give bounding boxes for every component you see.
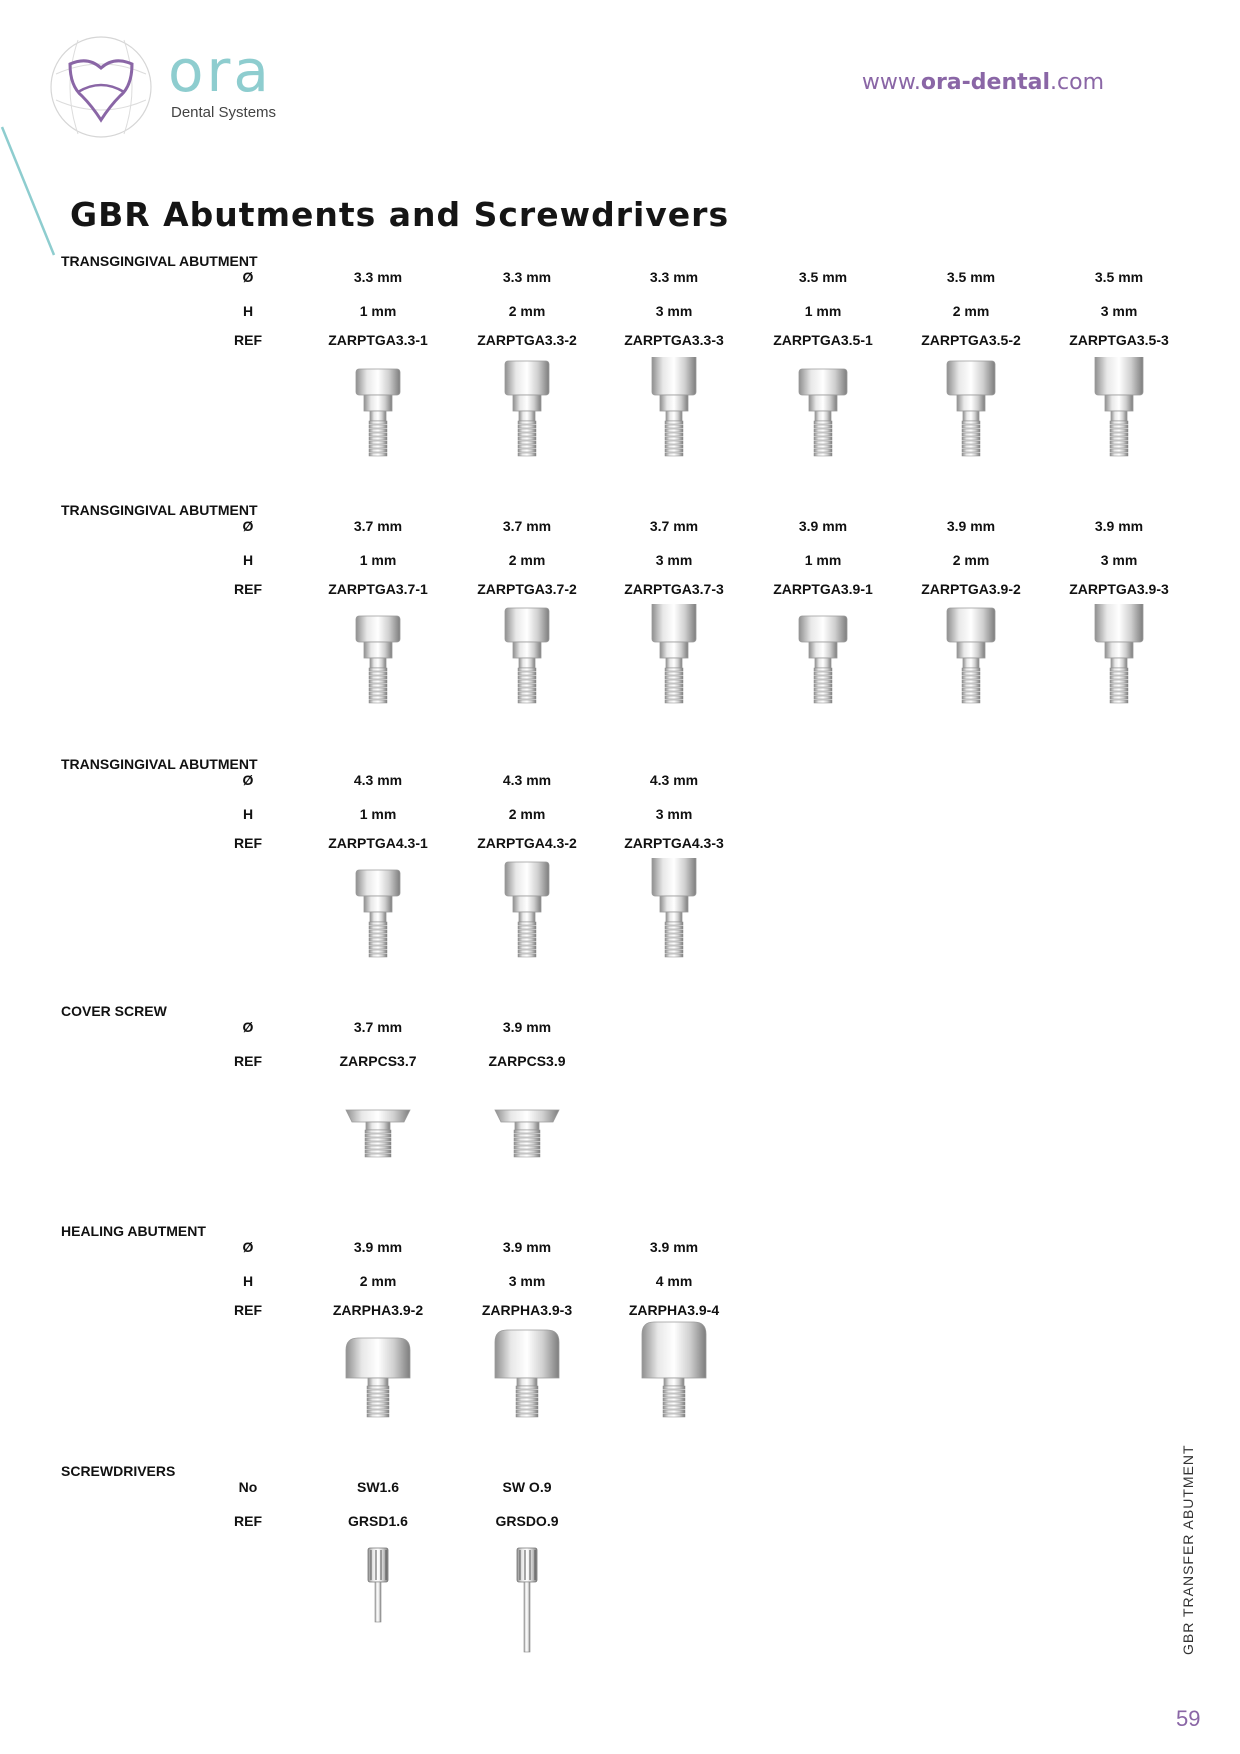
transgingival-abutment-image xyxy=(614,858,734,973)
transgingival-abutment-image xyxy=(467,858,587,973)
cover-screw-image xyxy=(318,1080,438,1195)
ref-code: ZARPTGA3.7-1 xyxy=(328,581,428,597)
ref-code: ZARPTGA4.3-1 xyxy=(328,835,428,851)
spec-value: SW1.6 xyxy=(356,1479,399,1495)
page-number: 59 xyxy=(1176,1706,1201,1731)
ref-code: ZARPTGA3.3-2 xyxy=(477,332,577,348)
row-label: REF xyxy=(234,1302,262,1318)
spec-value: 3.9 mm xyxy=(946,518,996,534)
brand-name: ora xyxy=(168,37,272,105)
brand-subtitle: Dental Systems xyxy=(171,104,277,121)
spec-value: 3.5 mm xyxy=(1094,269,1144,285)
spec-value: 2 mm xyxy=(508,552,546,568)
row-label: H xyxy=(242,1273,254,1289)
transgingival-abutment-image xyxy=(318,858,438,973)
row-label: H xyxy=(242,806,254,822)
row-label: Ø xyxy=(242,269,254,285)
transgingival-abutment-image xyxy=(467,604,587,719)
ref-code: ZARPTGA3.3-3 xyxy=(624,332,724,348)
ref-code: ZARPHA3.9-2 xyxy=(332,1302,424,1318)
ref-code: ZARPTGA3.5-1 xyxy=(773,332,873,348)
transgingival-abutment-image xyxy=(763,357,883,472)
transgingival-abutment-image xyxy=(614,604,734,719)
spec-value: 4.3 mm xyxy=(502,772,552,788)
row-label: Ø xyxy=(242,1239,254,1255)
spec-value: 3.9 mm xyxy=(649,1239,699,1255)
row-label: H xyxy=(242,552,254,568)
spec-value: 3.9 mm xyxy=(353,1239,403,1255)
decorative-diagonal-line xyxy=(0,125,60,260)
side-section-label: GBR TRANSFER ABUTMENT xyxy=(1180,1444,1196,1655)
ref-code: GRSD1.6 xyxy=(348,1513,408,1529)
spec-value: 3 mm xyxy=(655,552,693,568)
ref-code: ZARPTGA4.3-2 xyxy=(477,835,577,851)
row-label: H xyxy=(242,303,254,319)
transgingival-abutment-image xyxy=(763,604,883,719)
section-title: TRANSGINGIVAL ABUTMENT xyxy=(61,253,258,269)
transgingival-abutment-image xyxy=(911,357,1031,472)
spec-value: 3.5 mm xyxy=(798,269,848,285)
spec-value: 3 mm xyxy=(508,1273,546,1289)
spec-value: 3.3 mm xyxy=(502,269,552,285)
ref-code: ZARPTGA3.9-3 xyxy=(1069,581,1169,597)
spec-value: 3 mm xyxy=(1100,552,1138,568)
spec-value: 3 mm xyxy=(1100,303,1138,319)
ref-code: ZARPCS3.7 xyxy=(339,1053,417,1069)
transgingival-abutment-image xyxy=(467,357,587,472)
spec-value: 1 mm xyxy=(804,303,842,319)
spec-value: 3.9 mm xyxy=(502,1239,552,1255)
screwdriver-image xyxy=(318,1542,438,1657)
spec-value: 3.9 mm xyxy=(502,1019,552,1035)
section-title: COVER SCREW xyxy=(61,1003,167,1019)
website-link[interactable]: www.ora-dental.com xyxy=(861,70,1104,95)
page-title: GBR Abutments and Screwdrivers xyxy=(70,195,730,234)
section-title: TRANSGINGIVAL ABUTMENT xyxy=(61,756,258,772)
spec-value: 3.5 mm xyxy=(946,269,996,285)
section-title: HEALING ABUTMENT xyxy=(61,1223,206,1239)
row-label: Ø xyxy=(242,772,254,788)
spec-value: 1 mm xyxy=(359,303,397,319)
transgingival-abutment-image xyxy=(1059,604,1179,719)
spec-value: 2 mm xyxy=(359,1273,397,1289)
row-label: Ø xyxy=(242,518,254,534)
spec-value: 2 mm xyxy=(952,552,990,568)
brand-logo xyxy=(48,34,288,144)
spec-value: 4.3 mm xyxy=(649,772,699,788)
spec-value: 3.9 mm xyxy=(798,518,848,534)
spec-value: 3.7 mm xyxy=(649,518,699,534)
ref-code: ZARPCS3.9 xyxy=(488,1053,566,1069)
ref-code: ZARPTGA3.9-1 xyxy=(773,581,873,597)
healing-abutment-image xyxy=(318,1320,438,1435)
ref-code: ZARPTGA3.7-3 xyxy=(624,581,724,597)
row-label: REF xyxy=(234,332,262,348)
transgingival-abutment-image xyxy=(1059,357,1179,472)
transgingival-abutment-image xyxy=(318,357,438,472)
spec-value: SW O.9 xyxy=(502,1479,552,1495)
spec-value: 4 mm xyxy=(655,1273,693,1289)
spec-value: 3.7 mm xyxy=(353,518,403,534)
row-label: REF xyxy=(234,1513,262,1529)
spec-value: 3.3 mm xyxy=(649,269,699,285)
row-label: Ø xyxy=(242,1019,254,1035)
ref-code: GRSDO.9 xyxy=(495,1513,559,1529)
healing-abutment-image xyxy=(467,1320,587,1435)
transgingival-abutment-image xyxy=(318,604,438,719)
ref-code: ZARPTGA3.3-1 xyxy=(328,332,428,348)
spec-value: 2 mm xyxy=(508,303,546,319)
healing-abutment-image xyxy=(614,1320,734,1435)
spec-value: 3.9 mm xyxy=(1094,518,1144,534)
ref-code: ZARPTGA3.9-2 xyxy=(921,581,1021,597)
spec-value: 3 mm xyxy=(655,806,693,822)
spec-value: 3.3 mm xyxy=(353,269,403,285)
spec-value: 3.7 mm xyxy=(502,518,552,534)
spec-value: 2 mm xyxy=(952,303,990,319)
screwdriver-image xyxy=(467,1542,587,1657)
logo-emblem-icon xyxy=(48,34,154,140)
cover-screw-image xyxy=(467,1080,587,1195)
row-label: No xyxy=(238,1479,258,1495)
row-label: REF xyxy=(234,1053,262,1069)
spec-value: 2 mm xyxy=(508,806,546,822)
spec-value: 3 mm xyxy=(655,303,693,319)
spec-value: 1 mm xyxy=(359,552,397,568)
row-label: REF xyxy=(234,835,262,851)
transgingival-abutment-image xyxy=(911,604,1031,719)
ref-code: ZARPHA3.9-4 xyxy=(628,1302,720,1318)
ref-code: ZARPTGA3.7-2 xyxy=(477,581,577,597)
spec-value: 4.3 mm xyxy=(353,772,403,788)
ref-code: ZARPTGA4.3-3 xyxy=(624,835,724,851)
spec-value: 1 mm xyxy=(804,552,842,568)
section-title: TRANSGINGIVAL ABUTMENT xyxy=(61,502,258,518)
ref-code: ZARPTGA3.5-3 xyxy=(1069,332,1169,348)
row-label: REF xyxy=(234,581,262,597)
section-title: SCREWDRIVERS xyxy=(61,1463,176,1479)
spec-value: 3.7 mm xyxy=(353,1019,403,1035)
spec-value: 1 mm xyxy=(359,806,397,822)
ref-code: ZARPHA3.9-3 xyxy=(481,1302,573,1318)
ref-code: ZARPTGA3.5-2 xyxy=(921,332,1021,348)
transgingival-abutment-image xyxy=(614,357,734,472)
